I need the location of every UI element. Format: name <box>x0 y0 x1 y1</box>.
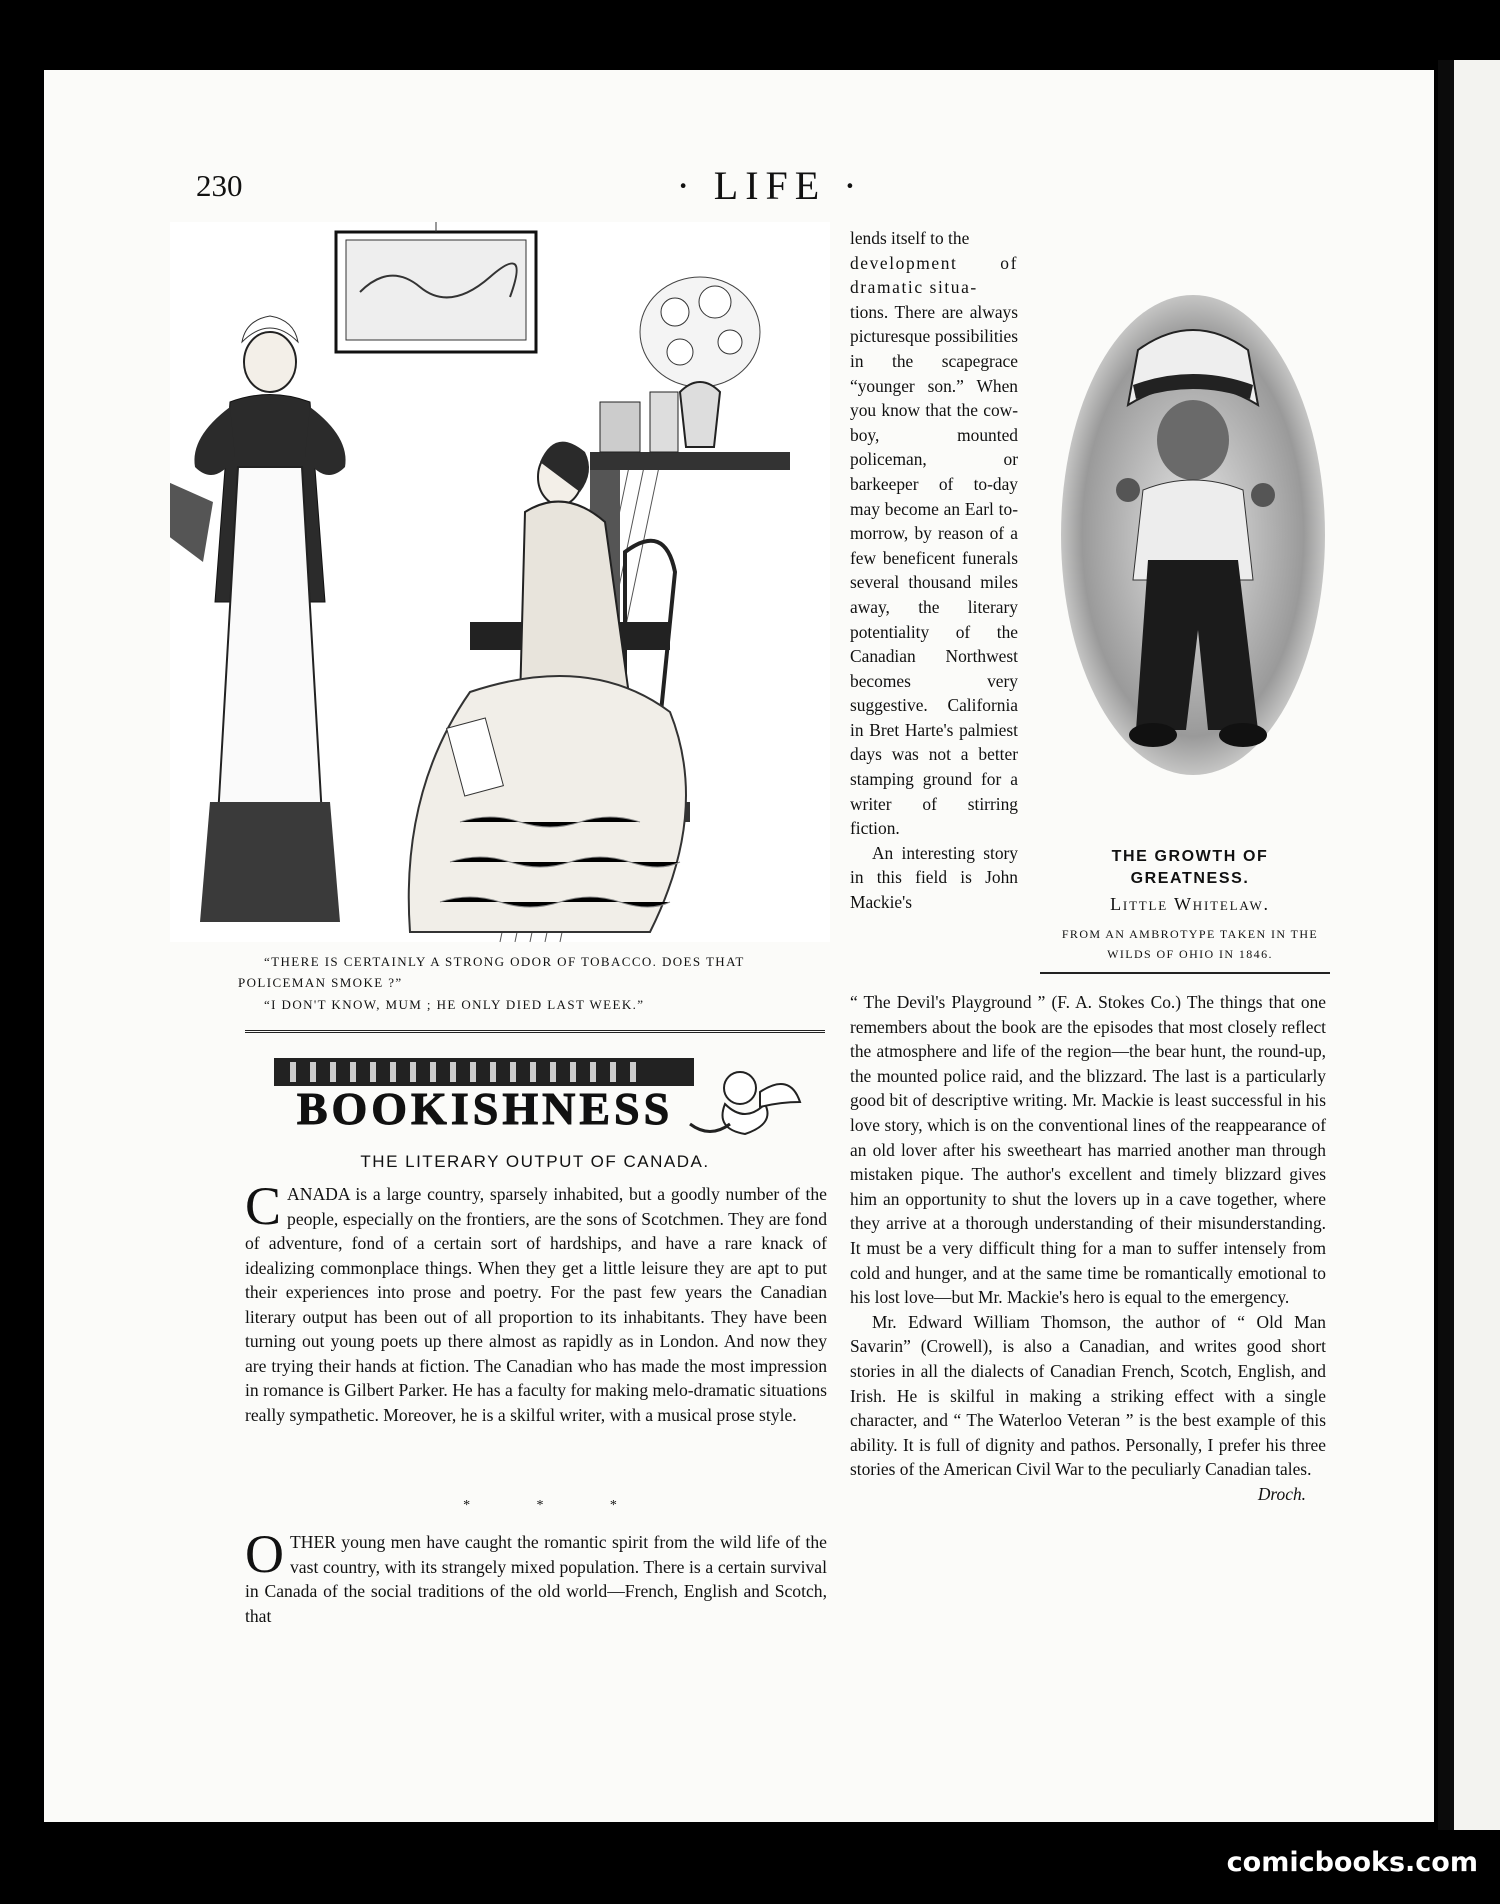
article-paragraph-1 <box>245 1176 827 1427</box>
column-banner-title: BOOKISHNESS <box>296 1083 674 1134</box>
wide-col-paragraph-1: “ The Devil's Playground ” (F. A. Stokes Co.) The things that one remembers about the book are the episodes that most closely reflect the atmosphere and life of the region—the bear hunt, the round-up, the mounted police raid, and the blizzard. The last is a particularly good bit of descriptive writing. Mr. Mackie is least successful in his love story, which is on the conventional lines of the reappearance of an old lover after his sweetheart has married another man through mistaken pique. The author's excellent and timely blizzard gives him an opportunity to shut the lovers up in a cave together, where they arrive at a thorough understanding of their misunderstanding. It must be a very difficult thing for a man to suffer intensely from cold and hunger, and at the same time be romantically emotional to his lost love—but Mr. Mackie's hero is equal to the emergency. <box>850 992 1326 1308</box>
cartoon-illustration <box>170 222 830 942</box>
wide-col-p2-text: Mr. Edward William Thomson, the author of “ Old Man Savarin” (Crowell), is also a Canadian, and writes good short stories in all the dialects of Canadian French, Scotch, English, and Irish. He is skilful in making a striking effect with a single character, and “ The Waterloo Veteran ” is the best example of this ability. It is full of dignity and pathos. Personally, I prefer his three stories of the American Civil War to the peculiarly Canadian tales. <box>850 1311 1326 1480</box>
cartoon-caption <box>238 951 828 1015</box>
star-separator: * <box>609 1498 617 1513</box>
star-separator: * <box>463 1498 471 1513</box>
article-paragraph-2 <box>245 1524 827 1628</box>
article-p1-text: ANADA is a large country, sparsely inhabited, but a goodly number of the people, especially on the frontiers, are the sons of Scotchmen. They are fond of adventure, fond of a certain sort of hardships, and have a rare knack of idealizing commonplace things. When they get a little leisure they are apt to put their experiences into prose and poetry. For the past few years the Canadian literary output has been out of all proportion to its inhabitants. They have been turning out young poets up there almost as rapidly as in London. And now they are trying their hands at fiction. The Canadian who has made the most impression in romance is Gilbert Parker. He has a faculty for making melo-dramatic situations really sympathetic. Moreover, he is a skilful writer, with a musical prose style. <box>245 1184 827 1425</box>
article-p2-text: THER young men have caught the romantic spirit from the wild life of the vast country, with its strangely mixed population. There is a certain survival in Canada of the social traditions of the old world—French, English and Scotch, that <box>245 1532 827 1626</box>
narrow-col-line-a: lends itself to the <box>850 228 970 248</box>
cartoon-caption-line2: “I DON'T KNOW, MUM ; HE ONLY DIED LAST WEEK.” <box>264 996 645 1012</box>
cherub-icon <box>690 1072 800 1134</box>
drop-cap-o: O <box>245 1524 284 1584</box>
portrait-photo <box>1058 290 1328 780</box>
narrow-col-lead-in: An interesting story in this field is John Mackie's <box>850 842 1018 913</box>
photo-note: FROM AN AMBROTYPE TAKEN IN THE WILDS OF OHIO IN 1846. <box>1061 927 1319 961</box>
drop-cap-c: C <box>245 1176 282 1236</box>
photo-title: THE GROWTH OF GREATNESS. <box>1111 848 1269 887</box>
star-separator: * <box>536 1498 544 1513</box>
cartoon-caption-line1: “THERE IS CERTAINLY A STRONG ODOR OF TOBACCO. DOES THAT POLICEMAN SMOKE ?” <box>238 954 745 991</box>
narrow-col-line-b: development of dramatic situa- <box>850 252 1018 298</box>
section-divider <box>245 1030 825 1033</box>
photo-subtitle: Little Whitelaw. <box>1110 894 1270 914</box>
photo-caption-rule <box>1040 972 1330 974</box>
narrow-col-body: tions. There are always picturesque possibilities in the scapegrace “younger son.” When you know that the cow-boy, mounted policeman, or barkeeper of to-day may become an Earl to-morrow, by reason of a few beneficent funerals several thousand miles away, the literary potentiality of the Canadian Northwest becomes very suggestive. California in Bret Harte's palmiest days was not a better stamping ground for a writer of stirring fiction. <box>850 301 1018 839</box>
wide-column <box>850 990 1326 1506</box>
page-number: 230 <box>196 168 243 203</box>
article-subtitle: THE LITERARY OUTPUT OF CANADA. <box>360 1152 710 1171</box>
section-stars <box>430 1498 650 1514</box>
site-watermark: comicbooks.com <box>1226 1847 1478 1878</box>
facing-page-edge <box>1438 60 1500 1830</box>
author-signature: Droch. <box>1257 1483 1306 1504</box>
wide-col-paragraph-2 <box>850 1310 1326 1504</box>
column-banner <box>270 1052 810 1142</box>
masthead-title: · LIFE · <box>676 163 864 208</box>
narrow-column <box>850 226 1018 915</box>
